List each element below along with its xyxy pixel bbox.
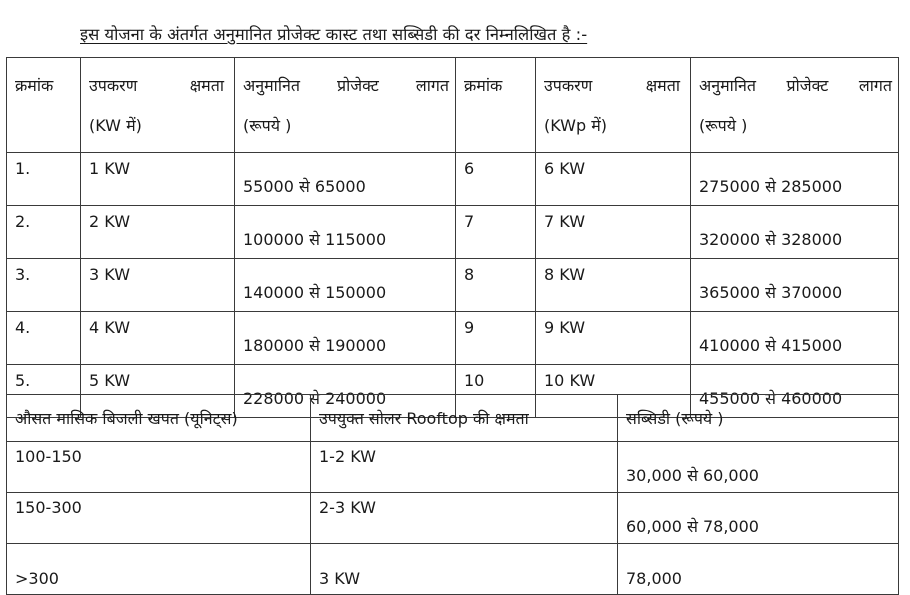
table-row (7, 259, 899, 312)
sno-cell: 8 (456, 259, 536, 312)
cost-word-3: लागत (415, 76, 449, 95)
table-row (7, 312, 899, 365)
col-header-unit-kwp: (KWp में) (544, 116, 608, 135)
cost-cell: 320000 से 328000 (691, 206, 899, 259)
capacity-cell: 3 KW (81, 259, 235, 312)
capacity-cell: 2 KW (81, 206, 235, 259)
capacity-cell: 8 KW (536, 259, 691, 312)
capacity-cell: 6 KW (536, 153, 691, 206)
col-header-rooftop-capacity: उपयुक्त सोलर Rooftop की क्षमता (311, 395, 618, 442)
col-header-equipment-capacity-2 (536, 58, 691, 153)
capacity-cell: 7 KW (536, 206, 691, 259)
col-header-equipment-2: उपकरण (544, 76, 593, 95)
sno-cell: 4. (7, 312, 81, 365)
capacity-cell: 5 KW (81, 365, 235, 418)
cost-cell: 140000 से 150000 (235, 259, 456, 312)
col-header-unit-kw: (KW में) (89, 116, 142, 135)
capacity-cell: 1 KW (81, 153, 235, 206)
subsidy-table (6, 394, 899, 595)
capacity-cell: 3 KW (311, 544, 618, 595)
units-cell: >300 (7, 544, 311, 595)
table-row (7, 493, 899, 544)
col-header-equipment-capacity (81, 58, 235, 153)
cost-word-2b: प्रोजेक्ट (786, 76, 829, 95)
page-heading: इस योजना के अंतर्गत अनुमानित प्रोजेक्ट कास्ट तथा सब्सिडी की दर निम्नलिखित है :- (80, 25, 588, 44)
col-header-cost-unit-2: (रूपये ) (699, 116, 748, 135)
capacity-cell: 4 KW (81, 312, 235, 365)
units-cell: 150-300 (7, 493, 311, 544)
cost-word-1: अनुमानित (243, 76, 300, 95)
cost-cell: 55000 से 65000 (235, 153, 456, 206)
cost-cell: 180000 से 190000 (235, 312, 456, 365)
cost-cell: 365000 से 370000 (691, 259, 899, 312)
cost-cell: 275000 से 285000 (691, 153, 899, 206)
units-cell: 100-150 (7, 442, 311, 493)
sno-cell: 5. (7, 365, 81, 418)
subsidy-cell: 30,000 से 60,000 (618, 442, 899, 493)
sno-cell: 7 (456, 206, 536, 259)
subsidy-cell: 78,000 (618, 544, 899, 595)
col-header-sno-2: क्रमांक (456, 58, 536, 153)
cost-cell: 100000 से 115000 (235, 206, 456, 259)
col-header-capacity: क्षमता (189, 76, 224, 95)
col-header-equipment: उपकरण (89, 76, 138, 95)
capacity-cell: 10 KW (536, 365, 691, 418)
col-header-subsidy: सब्सिडी (रूपये ) (618, 395, 899, 442)
table-header-row (7, 58, 899, 153)
col-header-cost-unit: (रूपये ) (243, 116, 292, 135)
sno-cell: 10 (456, 365, 536, 418)
cost-word-2: प्रोजेक्ट (336, 76, 379, 95)
sno-cell: 3. (7, 259, 81, 312)
cost-cell: 455000 से 460000 (691, 365, 899, 418)
sno-cell: 2. (7, 206, 81, 259)
col-header-sno: क्रमांक (7, 58, 81, 153)
table-row (7, 153, 899, 206)
cost-cell: 228000 से 240000 (235, 365, 456, 418)
sno-cell: 6 (456, 153, 536, 206)
capacity-cell: 1-2 KW (311, 442, 618, 493)
sno-cell: 1. (7, 153, 81, 206)
cost-word-3b: लागत (858, 76, 892, 95)
subsidy-cell: 60,000 से 78,000 (618, 493, 899, 544)
capacity-cell: 2-3 KW (311, 493, 618, 544)
table-row (7, 442, 899, 493)
cost-word-1b: अनुमानित (699, 76, 756, 95)
sno-cell: 9 (456, 312, 536, 365)
table-row (7, 544, 899, 595)
col-header-consumption: औसत मासिक बिजली खपत (यूनिट्स) (7, 395, 311, 442)
cost-cell: 410000 से 415000 (691, 312, 899, 365)
project-cost-table (6, 57, 899, 418)
table-row (7, 206, 899, 259)
col-header-capacity-2: क्षमता (645, 76, 680, 95)
col-header-cost (235, 58, 456, 153)
capacity-cell: 9 KW (536, 312, 691, 365)
table-header-row (7, 395, 899, 442)
col-header-cost-2 (691, 58, 899, 153)
